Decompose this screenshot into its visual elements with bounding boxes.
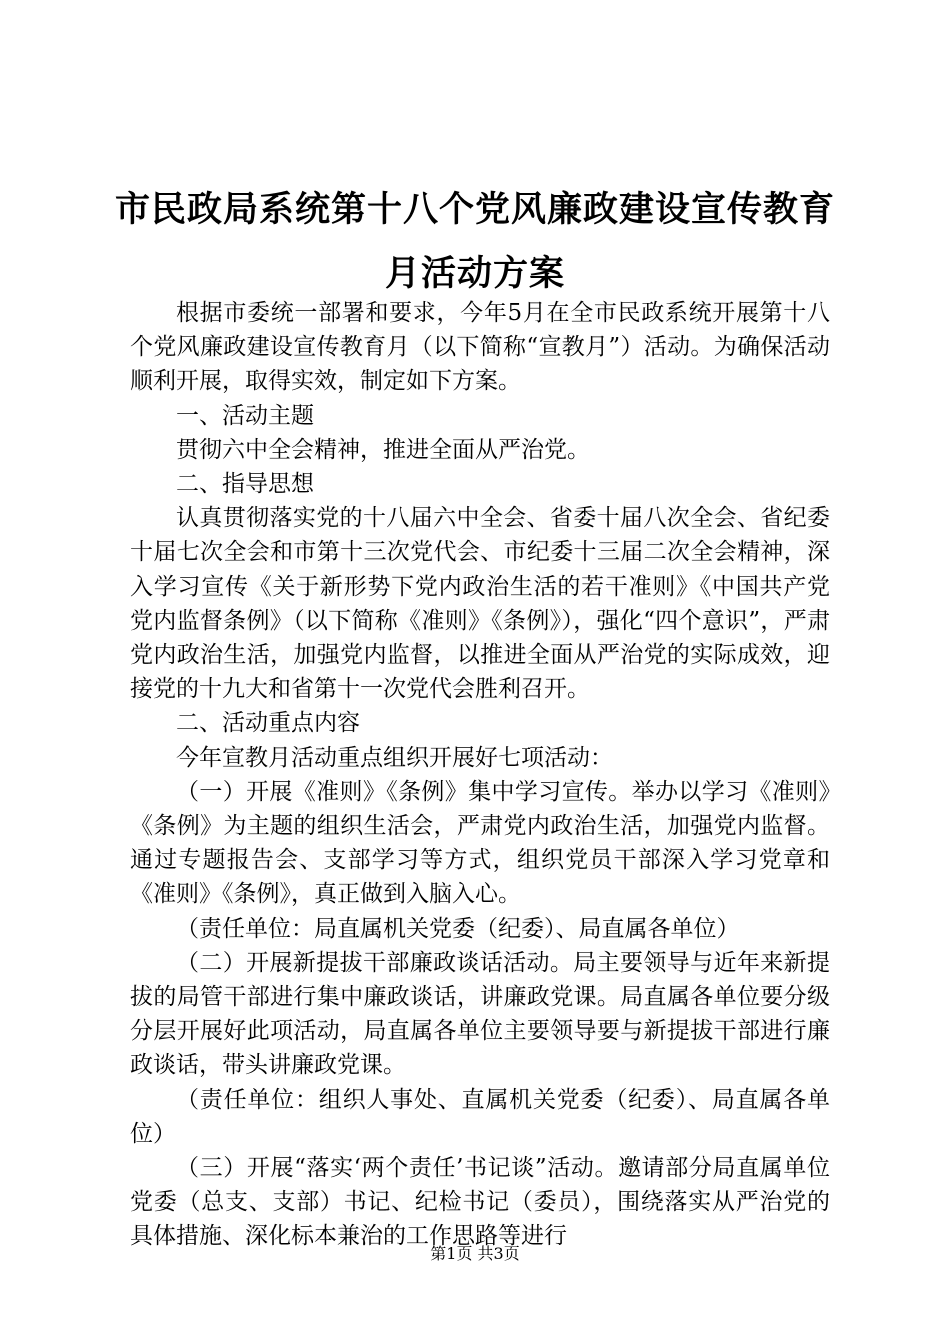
paragraph: （一）开展《准则》《条例》集中学习宣传。举办以学习《准则》《条例》为主题的组织生活会，严肃党内政治生活，加强党内监督。通过专题报告会、支部学习等方式，组织党员干部深入学习党章和《准则》《条例》，真正做到入脑入心。	[130, 778, 830, 908]
paragraph: （三）开展“落实‘两个责任’书记谈”活动。邀请部分局直属单位党委（总支、支部）书记、纪检书记（委员），围绕落实从严治党的具体措施、深化标本兼治的工作思路等进行	[130, 1155, 830, 1250]
section-heading: 二、指导思想	[176, 471, 314, 498]
page-footer: 第1页 共3页	[430, 1244, 520, 1263]
paragraph: （二）开展新提拔干部廉政谈话活动。局主要领导与近年来新提拔的局管干部进行集中廉政谈话，讲廉政党课。局直属各单位要分级分层开展好此项活动，局直属各单位主要领导要与新提拔干部进行廉政谈话，带头讲廉政党课。	[130, 949, 830, 1079]
responsible-unit-note: （责任单位：局直属机关党委（纪委）、局直属各单位）	[176, 915, 740, 942]
paragraph: 根据市委统一部署和要求，今年5月在全市民政系统开展第十八个党风廉政建设宣传教育月（以下简称“宣教月”）活动。为确保活动顺利开展，取得实效，制定如下方案。	[130, 300, 830, 395]
paragraph: 认真贯彻落实党的十八届六中全会、省委十届八次全会、省纪委十届七次全会和市第十三次党代会、市纪委十三届二次全会精神，深入学习宣传《关于新形势下党内政治生活的若干准则》《中国共产党党内监督条例》（以下简称《准则》《条例》），强化“四个意识”，严肃党内政治生活，加强党内监督，以推进全面从严治党的实际成效，迎接党的十九大和省第十一次党代会胜利召开。	[130, 505, 830, 703]
document-title: 市民政局系统第十八个党风廉政建设宣传教育月活动方案	[114, 189, 835, 294]
responsible-unit-note: （责任单位：组织人事处、直属机关党委（纪委）、局直属各单位）	[130, 1086, 830, 1147]
section-heading: 一、活动主题	[176, 402, 314, 429]
paragraph: 今年宣教月活动重点组织开展好七项活动：	[176, 744, 613, 771]
document-body	[130, 296, 830, 1254]
section-heading: 二、活动重点内容	[176, 710, 360, 737]
paragraph: 贯彻六中全会精神，推进全面从严治党。	[176, 436, 590, 463]
